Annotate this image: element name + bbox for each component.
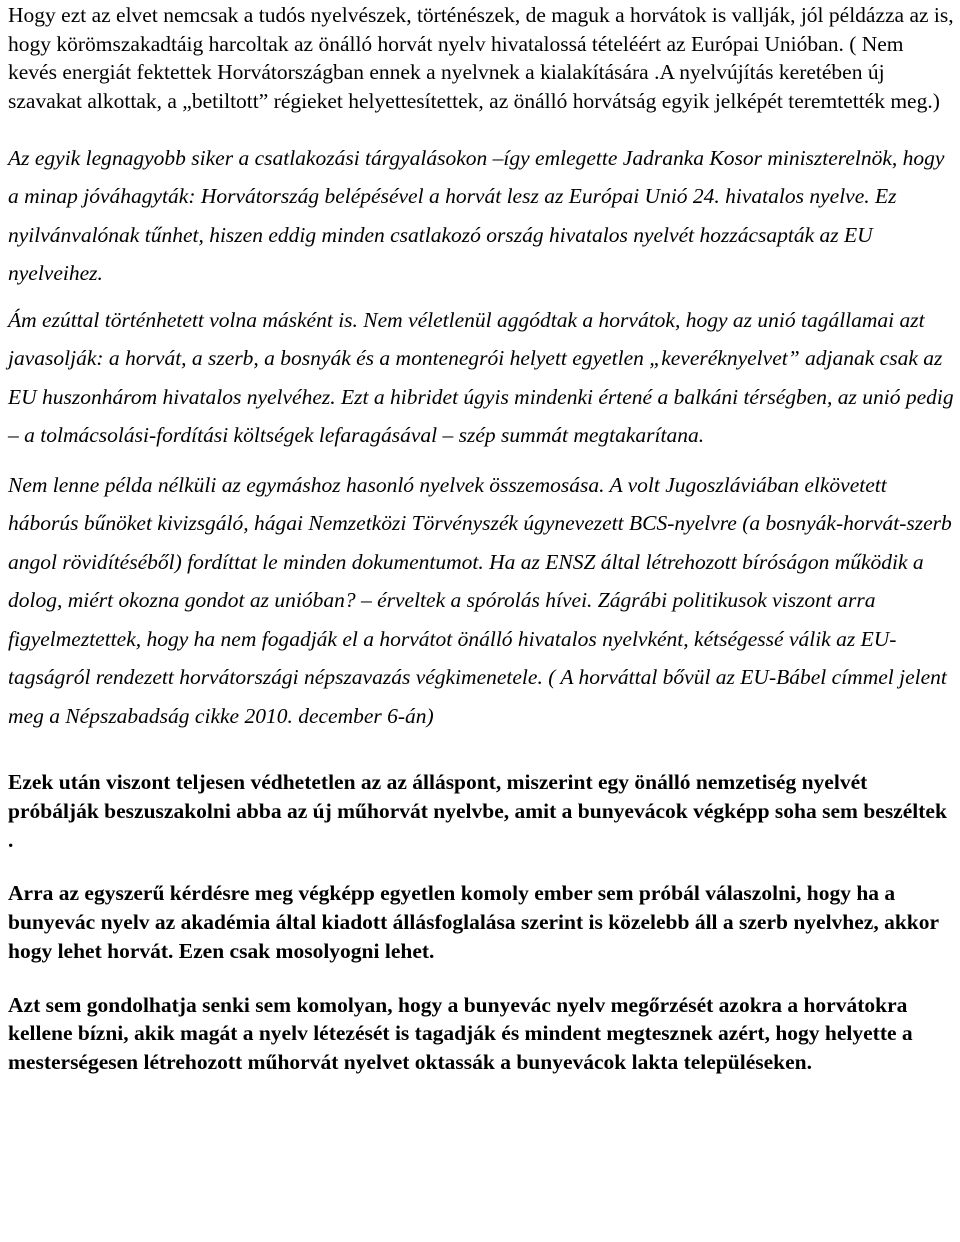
- paragraph-hybrid-language: [8, 301, 954, 455]
- italic-continuation: Nem véletlenül aggódtak a horvátok, hogy az unió tagállamai azt javasolják: a horvát, a szerb, a bosnyák és a montenegrói helyett egyetlen „keveréknyelvet” adjanak csak az EU huszonhárom hivatalos nyelvéhez. Ezt a hibridet úgyis mindenki értené a balkáni térségben, az unió pedig – a tolmácsolási-fordítási költségek lefaragásával – szép summát megtakarítana.: [8, 307, 954, 448]
- paragraph-bcs-language: [8, 466, 954, 736]
- document-page: [8, 0, 954, 1077]
- italic-quote: Ám ezúttal történhetett volna másként is.: [8, 307, 358, 332]
- paragraph-quote-kosor: [8, 139, 954, 293]
- italic-continuation: Ez nyilvánvalónak tűnhet, hiszen eddig minden csatlakozó ország hivatalos nyelvét hozzácsapták az EU nyelveihez.: [8, 184, 897, 286]
- italic-quote: Az egyik legnagyobb siker a csatlakozási tárgyalásokon –így emlegette Jadranka Kosor miniszterelnök, hogy a minap jóváhagyták: Horvátország belépésével a horvát lesz az Európai Unió 24. hivatalos nyelve.: [8, 145, 945, 209]
- paragraph-preservation: Azt sem gondolhatja senki sem komolyan, hogy a bunyevác nyelv megőrzését azokra a horvátokra kellene bízni, akik magát a nyelv létezését is tagadják és mindent megtesznek azért, hogy helyette a mesterségesen létrehozott műhorvát nyelvet oktassák a bunyevácok lakta településeken.: [8, 992, 913, 1074]
- paragraph-intro: Hogy ezt az elvet nemcsak a tudós nyelvészek, történészek, de maguk a horvátok is vallják, jól példázza az is, hogy körömszakadtáig harcoltak az önálló horvát nyelv hivatalossá tételéért az Európai Unióban. ( Nem kevés energiát fektettek Horvátországban ennek a nyelvnek a kialakítására .A nyelvújítás keretében új szavakat alkottak, a „betiltott” régieket helyettesítettek, az önálló horvátság egyik jelképét teremtették meg.): [8, 3, 954, 114]
- paragraph-conclusion: Ezek után viszont teljesen védhetetlen az az álláspont, miszerint egy önálló nemzetiség nyelvét próbálják beszuszakolni abba az új műhorvát nyelvbe, amit a bunyevácok végképp soha sem beszéltek .: [8, 770, 947, 852]
- paragraph-question: Arra az egyszerű kérdésre meg végképp egyetlen komoly ember sem próbál válaszolni, hogy ha a bunyevác nyelv az akadémia által kiadott állásfoglalása szerint is közelebb áll a szerb nyelvhez, akkor hogy lehet horvát. Ezen csak mosolyogni lehet.: [8, 881, 939, 963]
- italic-text: Nem lenne példa nélküli az egymáshoz hasonló nyelvek összemosása. A volt Jugoszláviában elkövetett háborús bűnöket kivizsgáló, hágai Nemzetközi Törvényszék úgynevezett BCS-nyelvre (a bosnyák-horvát-szerb angol rövidítéséből) fordíttat le minden dokumentumot. Ha az ENSZ által létrehozott bíróságon működik a dolog, miért okozna gondot az unióban? – érveltek a spórolás hívei. Zágrábi politikusok viszont arra figyelmeztettek, hogy ha nem fogadják el a horvátot önálló hivatalos nyelvként, kétségessé válik az EU-tagságról rendezett horvátországi népszavazás végkimenetele. ( A horváttal bővül az EU-Bábel címmel jelent meg a Népszabadság cikke 2010. december 6-án): [8, 472, 952, 728]
